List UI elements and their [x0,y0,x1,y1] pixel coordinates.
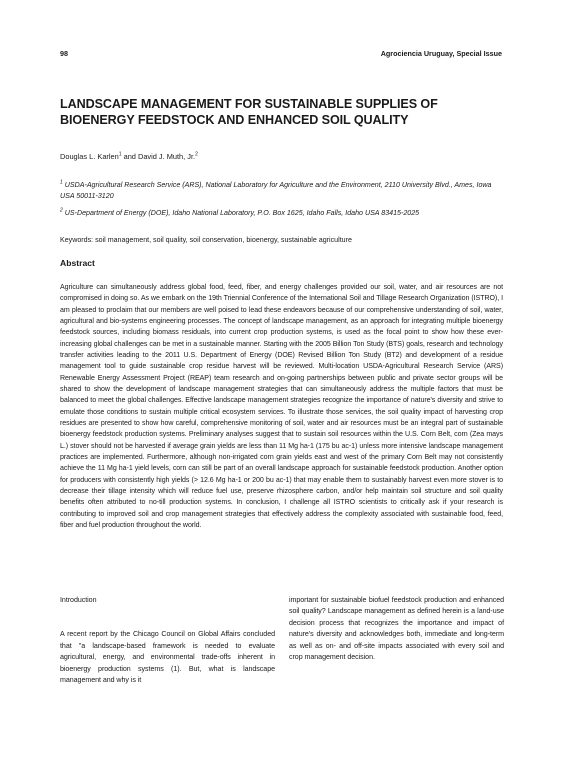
page-number: 98 [60,49,68,58]
author-line [60,152,198,161]
author-name: David J. Muth, Jr. [137,152,196,161]
paper-title: LANDSCAPE MANAGEMENT FOR SUSTAINABLE SUPPLIES OF BIOENERGY FEEDSTOCK AND ENHANCED SOIL QUALITY [60,97,438,127]
affiliation [60,208,500,219]
author-joiner: and [121,152,138,161]
introduction-paragraph: A recent report by the Chicago Council on Global Affairs concluded that "a landscape-based framework is needed to evaluate agricultural, energy, and environmental trade-offs inherent in bioenergy production systems (1). But, what is landscape management and why is it [60,630,275,685]
column-left [60,595,275,686]
affiliation-mark: 2 [195,151,198,158]
affiliation-text: US-Department of Energy (DOE), Idaho National Laboratory, P.O. Box 1625, Idaho Falls, Idaho USA 83415-2025 [62,209,420,217]
affiliation [60,180,500,203]
affiliation-mark: 1 [118,151,122,158]
author-name: Douglas L. Karlen [60,152,119,161]
affiliation-mark: 1 [60,179,63,186]
abstract-body: Agriculture can simultaneously address global food, feed, fiber, and energy challenges provided our soil, water, and air resources are not compromised in doing so. As we embark on the 19th Triennial Conference of the International Soil and Tillage Research Organization (ISTRO), I am pleased to proclaim that our members are well poised to lead these endeavors because of our comprehensive understanding of soil, water, agricultural and bio-systems engineering processes. The concept of landscape management, as an approach for integrating multiple bioenergy feedstock sources, including biomass residuals, into current crop production systems, is used as the focal point to show how these ever-increasing global challenges can be met in a sustainable manner. Starting with the 2005 Billion Ton Study (BTS) goals, research and technology transfer activities leading to the 2011 U.S. Department of Energy (DOE) Revised Billion Ton Study (BT2) and development of a residue management tool to guide sustainable crop residue harvest will be reviewed. Multi-location USDA-Agricultural Research Service (ARS) Renewable Energy Assessment Project (REAP) team research and on-going partnerships between public and private sector groups will be shared to show the development of landscape management strategies that can simultaneously address the multiple factors that must be balanced to meet the global challenges. Effective landscape management strategies recognize the importance of nature's diversity and strive to emulate those conditions to sustain multiple critical ecosystem services. To illustrate those services, the soil quality impact of harvesting crop residues are presented to show how careful, comprehensive monitoring of soil, water and air resources must be an integral part of sustainable bioenergy feedstock production systems. Preliminary analyses suggest that to sustain soil resources within the U.S. Corn Belt, corn (Zea mays L.) stover should not be harvested if average grain yields are less than 11 Mg ha-1 (175 bu ac-1) unless more intensive landscape management practices are implemented. Furthermore, although non-irrigated corn grain yields east and west of the primary Corn Belt may not consistently achieve the 11 Mg ha-1 yield levels, corn can still be part of an overall landscape approach for sustainable feedstock production. Another option for producers with consistently high yields (> 12.6 Mg ha-1 or 200 bu ac-1) that may enable them to sustainably harvest even more stover is to decrease their tillage intensity which will reduce fuel use, preserve rhizosphere carbon, and/or help maintain soil structure and soil quality benefits often attributed to no-till production systems. In conclusion, I challenge all ISTRO scientists to critically ask if your research is contributing to improved soil and crop management strategies that effectively address the complexity associated with sustainable food, feed, fiber and fuel production throughout the world. [60,284,503,529]
introduction-heading: Introduction [60,596,97,604]
introduction-paragraph: important for sustainable biofuel feedstock production and enhanced soil quality? Landscape management as defined herein is a land-use decision process that recognizes the importance and impact of nature's diversity and acknowledges both, immediate and long-term as well as on- and off-site impacts associated with every soil and crop management decision. [289,596,504,662]
abstract-heading: Abstract [60,258,95,268]
journal-name: Agrociencia Uruguay, Special Issue [380,49,502,58]
affiliation-text: USDA-Agricultural Research Service (ARS), National Laboratory for Agriculture and the Environment, 2110 University Blvd., Ames, Iowa USA 50011-3120 [60,181,492,201]
column-right [289,595,504,663]
affiliation-mark: 2 [60,207,63,214]
keywords: Keywords: soil management, soil quality, soil conservation, bioenergy, sustainable agriculture [60,236,352,244]
